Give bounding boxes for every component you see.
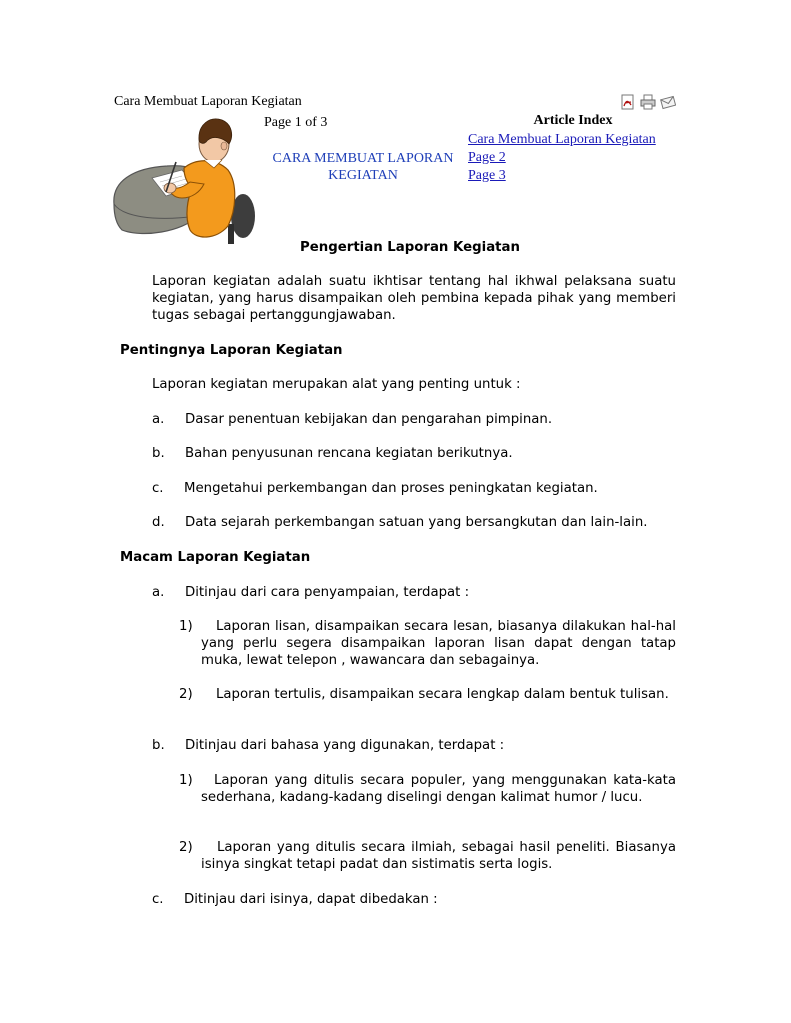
list-item (152, 480, 598, 497)
page-indicator: Page 1 of 3 (264, 115, 328, 130)
sub-list-item-text: Laporan yang ditulis secara populer, yang menggunakan kata-kata sederhana, kadang-kadang diselingi dengan kalimat humor / lucu. (201, 773, 676, 805)
list-marker: d. (152, 515, 165, 530)
section-title-macam: Macam Laporan Kegiatan (120, 550, 311, 565)
list-marker: 2) (179, 687, 193, 702)
sub-list-item (179, 839, 676, 873)
list-item (152, 891, 438, 908)
sub-list-item (179, 772, 676, 806)
list-marker: b. (152, 446, 165, 461)
list-item (152, 584, 469, 601)
list-item-text: Mengetahui perkembangan dan proses peningkatan kegiatan. (184, 481, 598, 496)
list-item (152, 445, 513, 462)
list-item (152, 514, 648, 531)
section-title-pentingnya: Pentingnya Laporan Kegiatan (120, 343, 343, 358)
list-marker: b. (152, 738, 165, 753)
list-marker: a. (152, 412, 165, 427)
list-item-text: Data sejarah perkembangan satuan yang bersangkutan dan lain-lain. (185, 515, 648, 530)
sub-list-item-text: Laporan tertulis, disampaikan secara lengkap dalam bentuk tulisan. (216, 687, 669, 702)
print-icon[interactable] (640, 94, 656, 110)
list-marker: 1) (179, 619, 193, 634)
article-heading-line2: KEGIATAN (328, 168, 398, 183)
list-marker: c. (152, 481, 164, 496)
list-item-text: Bahan penyusunan rencana kegiatan berikutnya. (185, 446, 513, 461)
index-link-cara-membuat[interactable]: Cara Membuat Laporan Kegiatan (468, 132, 656, 147)
paragraph-pengertian: Laporan kegiatan adalah suatu ikhtisar tentang hal ikhwal pelaksana suatu kegiatan, yang harus disampaikan oleh pembina kepada pihak yang memberi tugas sebagai pertanggungjawaban. (152, 274, 676, 323)
list-item-text: Ditinjau dari cara penyampaian, terdapat : (185, 585, 470, 600)
article-heading-line1: CARA MEMBUAT LAPORAN (272, 151, 454, 166)
list-item (152, 737, 504, 754)
article-heading (262, 150, 464, 184)
sub-list-item (179, 686, 676, 703)
list-marker: 1) (179, 773, 193, 788)
list-item-text: Ditinjau dari bahasa yang digunakan, terdapat : (185, 738, 505, 753)
section-title-pengertian: Pengertian Laporan Kegiatan (300, 240, 520, 255)
index-link-page-3[interactable]: Page 3 (468, 168, 506, 183)
pdf-icon[interactable] (620, 94, 636, 110)
writer-illustration (112, 112, 260, 246)
document-title: Cara Membuat Laporan Kegiatan (114, 94, 302, 109)
sub-list-item-text: Laporan yang ditulis secara ilmiah, sebagai hasil peneliti. Biasanya isinya singkat tetapi padat dan sistimatis serta logis. (201, 840, 676, 872)
list-item-text: Ditinjau dari isinya, dapat dibedakan : (184, 892, 438, 907)
sub-list-item (179, 618, 676, 669)
toolbar (620, 94, 676, 112)
list-marker: 2) (179, 840, 193, 855)
paragraph-pentingnya-intro: Laporan kegiatan merupakan alat yang penting untuk : (152, 377, 521, 392)
article-index-title: Article Index (533, 113, 613, 128)
index-link-page-2[interactable]: Page 2 (468, 150, 506, 165)
list-marker: a. (152, 585, 165, 600)
sub-list-item-text: Laporan lisan, disampaikan secara lesan, biasanya dilakukan hal-hal yang perlu segera disampaikan laporan lisan dapat dengan tatap muka, lewat telepon , wawancara dan sebagainya. (201, 619, 676, 668)
email-icon[interactable] (660, 94, 676, 110)
list-marker: c. (152, 892, 164, 907)
list-item (152, 411, 552, 428)
list-item-text: Dasar penentuan kebijakan dan pengarahan pimpinan. (185, 412, 553, 427)
